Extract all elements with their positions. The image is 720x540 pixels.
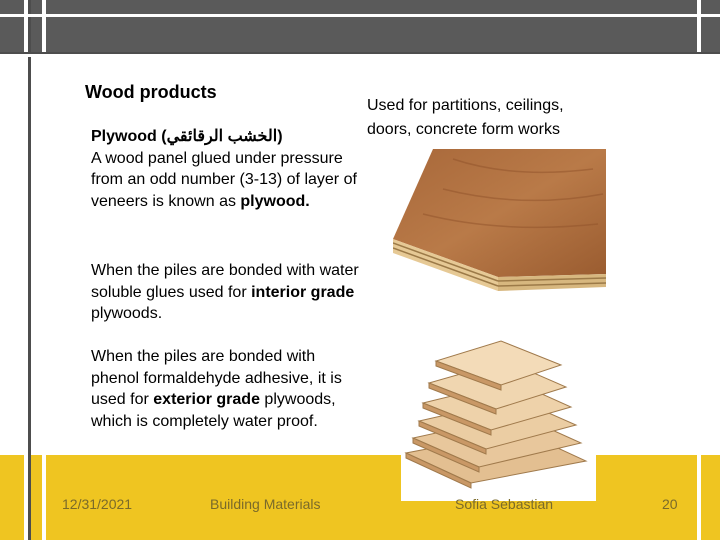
interior-grade-term: interior grade [251, 283, 355, 301]
header-bar [0, 0, 720, 57]
frame-line-left-dark [28, 0, 31, 540]
exterior-grade-term: exterior grade [153, 391, 260, 408]
slide-title: Wood products [85, 82, 217, 102]
frame-line-header-bottom [0, 54, 720, 57]
exterior-text-b: plywoods, which is completely water proof. [91, 391, 336, 430]
frame-line-header-dark [0, 52, 720, 54]
plywood-definition [91, 126, 361, 212]
footer-date: 12/31/2021 [62, 496, 133, 512]
frame-line-right [697, 0, 701, 540]
interior-grade-text [91, 260, 361, 325]
interior-text-b: plywoods. [91, 305, 163, 322]
arabic-close: ) [277, 128, 283, 145]
frame-line-top [0, 14, 720, 17]
footer-course: Building Materials [210, 496, 321, 512]
plywood-term: Plywood [91, 128, 157, 145]
definition-text: A wood panel glued under pressure from an odd number (3-13) of layer of veneers is known as [91, 149, 357, 210]
page-number: 20 [662, 496, 678, 512]
interior-text-a: When the piles are bonded with water soluble glues used for [91, 262, 359, 301]
plywood-term-2: plywood. [240, 192, 310, 210]
arabic-term: الخشب الرقائقي [166, 128, 278, 145]
frame-line-left-2 [42, 0, 46, 540]
arabic-open: ( [156, 128, 167, 145]
footer-author: Sofia Sebastian [455, 496, 554, 512]
uses-text: Used for partitions, ceilings, doors, concrete form works [367, 97, 564, 138]
stacked-plywood-icon [401, 333, 596, 501]
exterior-text-a: When the piles are bonded with phenol formaldehyde adhesive, it is used for [91, 348, 342, 408]
plywood-sheet-icon [393, 149, 606, 315]
exterior-grade-text [91, 346, 361, 432]
